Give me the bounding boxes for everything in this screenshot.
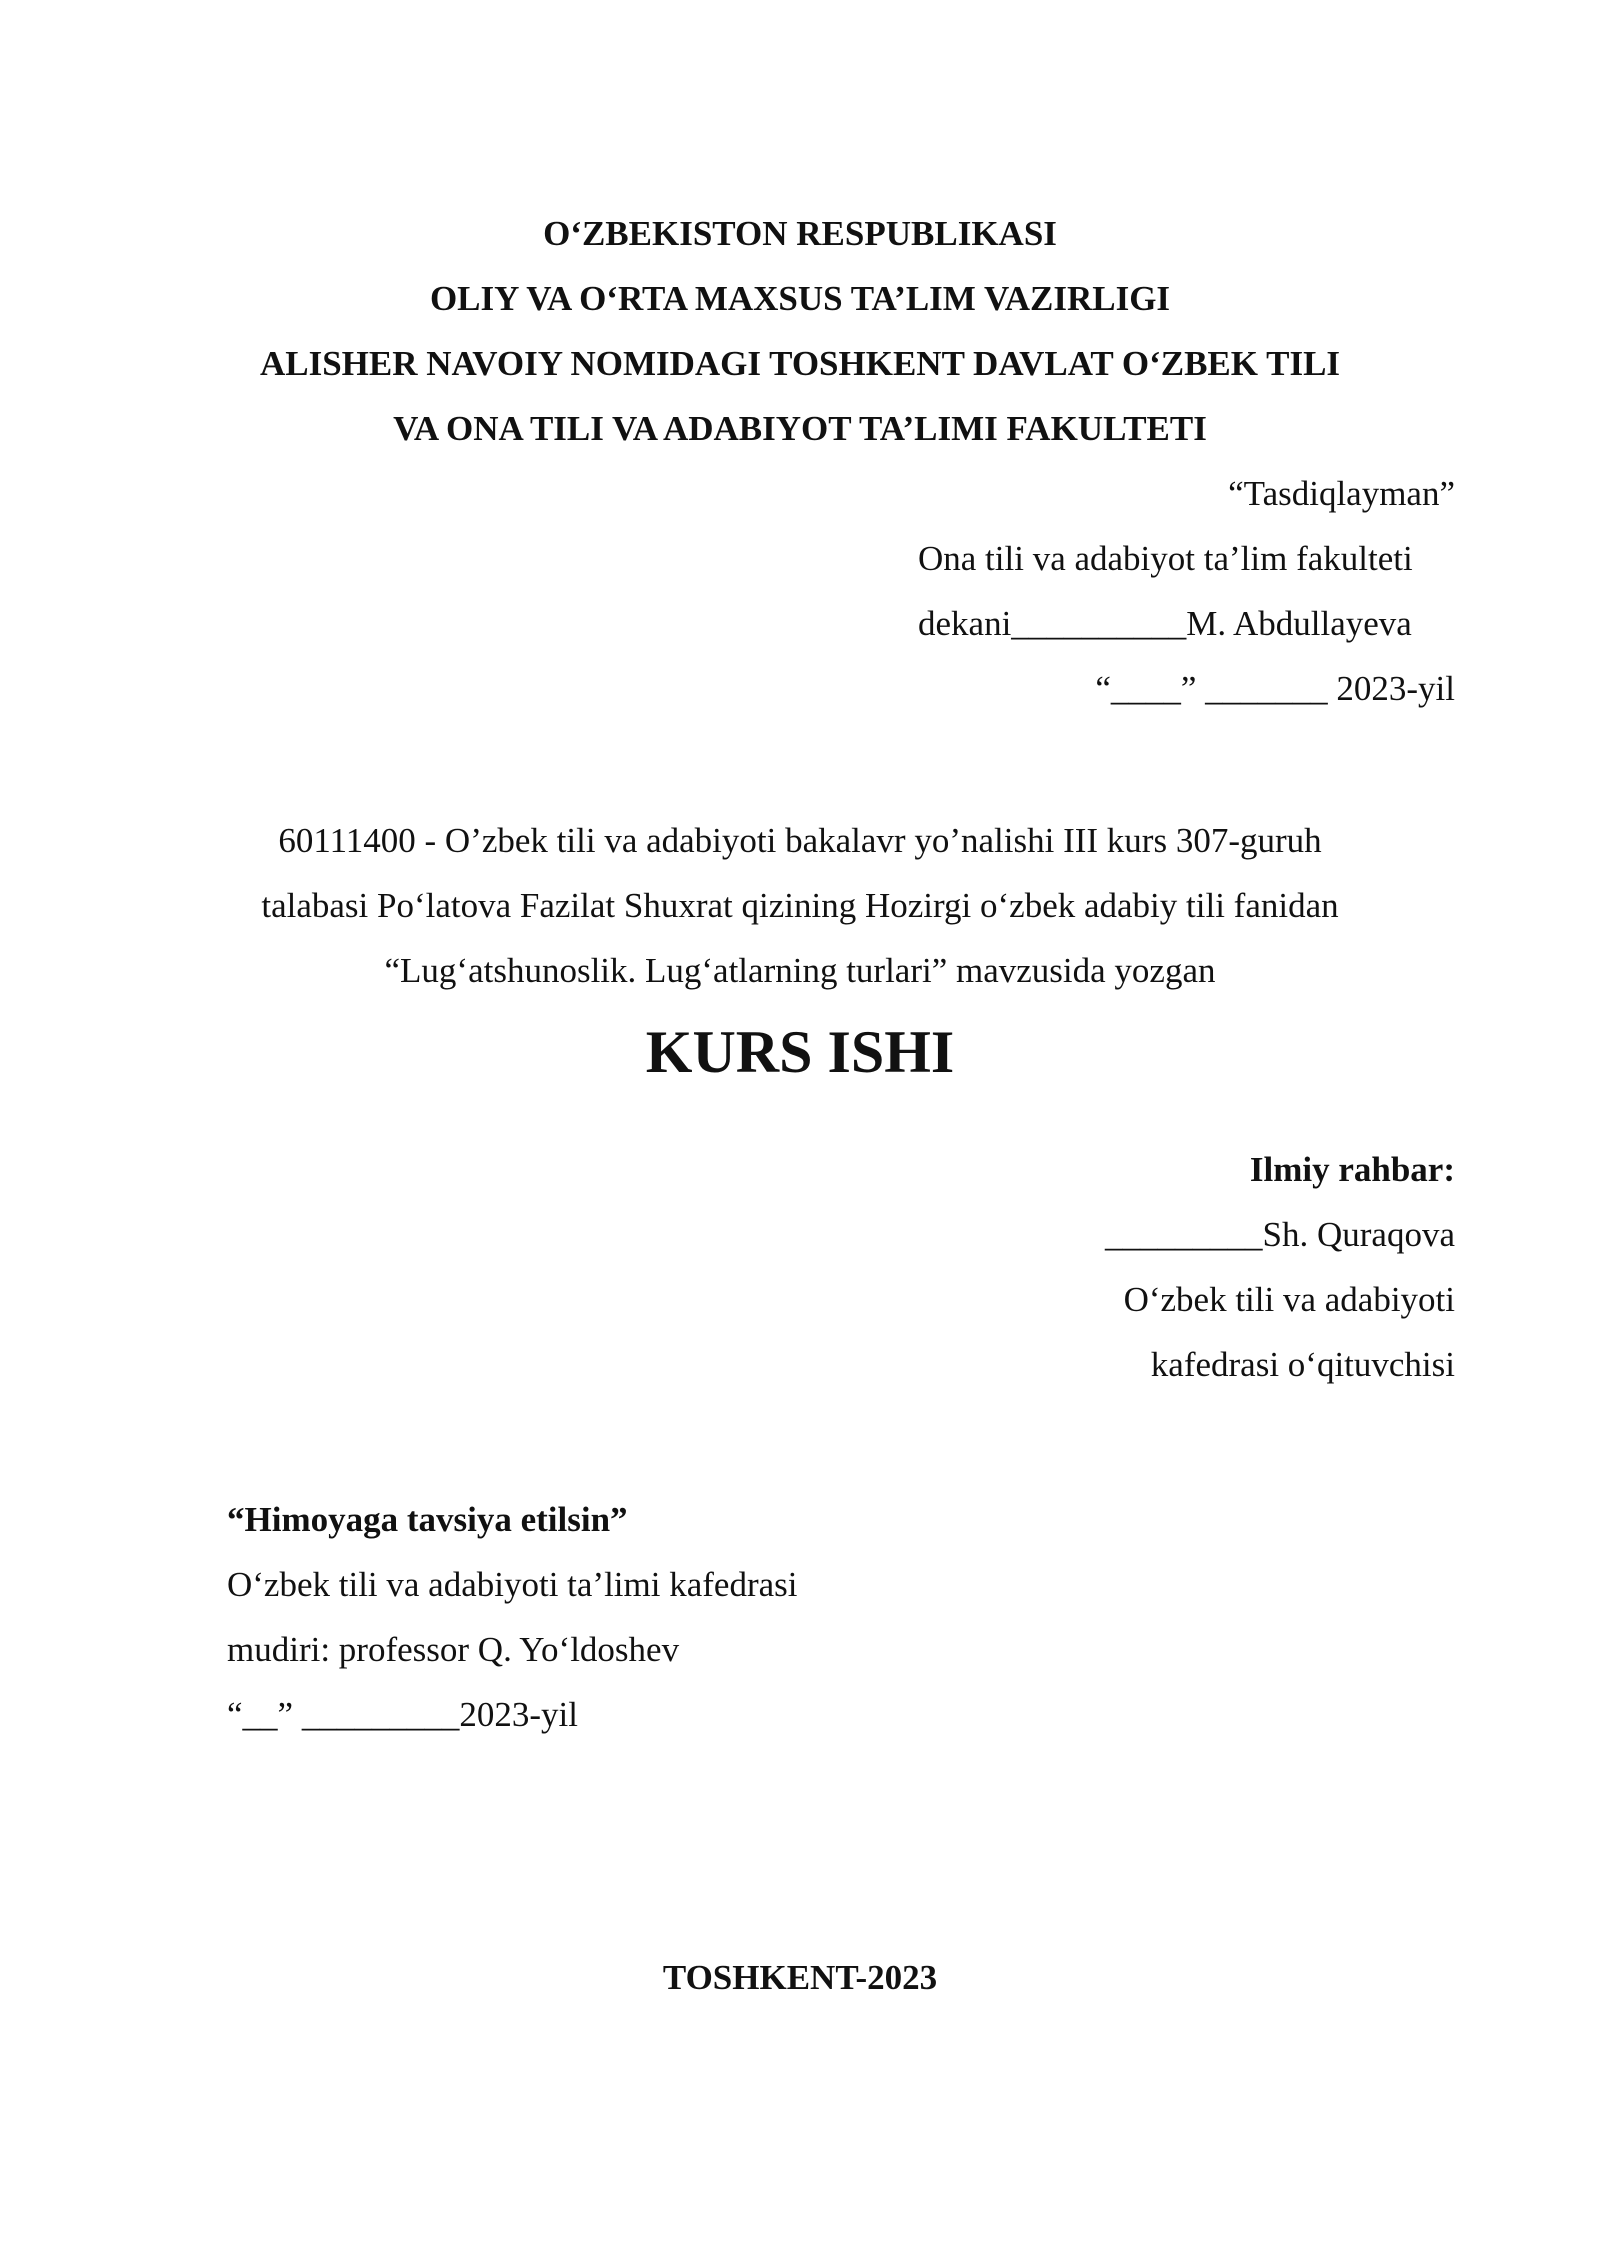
header-line-university: ALISHER NAVOIY NOMIDAGI TOSHKENT DAVLAT O‘ZBEK TILI [259, 344, 1341, 383]
description-line-1: 60111400 - O’zbek tili va adabiyoti bakalavr yo’nalishi III kurs 307-guruh [278, 821, 1322, 860]
approval-faculty: Ona tili va adabiyot ta’lim fakulteti [918, 539, 1413, 578]
recommendation-date: “__” _________2023-yil [227, 1695, 578, 1734]
supervisor-name: _________Sh. Quraqova [1105, 1215, 1455, 1254]
recommendation-title: “Himoyaga tavsiya etilsin” [227, 1500, 628, 1539]
header-line-faculty: VA ONA TILI VA ADABIYOT TA’LIMI FAKULTETI [393, 409, 1207, 448]
supervisor-role: kafedrasi o‘qituvchisi [1150, 1345, 1455, 1384]
approval-dean: dekani__________M. Abdullayeva [918, 604, 1412, 643]
recommendation-head: mudiri: professor Q. Yo‘ldoshev [227, 1630, 680, 1669]
footer-city-year: TOSHKENT-2023 [662, 1958, 938, 1997]
description-line-2: talabasi Po‘latova Fazilat Shuxrat qizining Hozirgi o‘zbek adabiy tili fanidan [261, 886, 1339, 925]
approval-date: “____” _______ 2023-yil [1095, 669, 1455, 708]
approval-title: “Tasdiqlayman” [1228, 474, 1455, 513]
main-title: KURS ISHI [645, 1019, 955, 1085]
header-line-ministry-country: O‘ZBEKISTON RESPUBLIKASI [543, 214, 1057, 253]
recommendation-dept: O‘zbek tili va adabiyoti ta’limi kafedrasi [227, 1565, 798, 1604]
supervisor-dept: O‘zbek tili va adabiyoti [1123, 1280, 1455, 1319]
description-line-3: “Lug‘atshunoslik. Lug‘atlarning turlari” mavzusida yozgan [384, 951, 1216, 990]
header-line-ministry: OLIY VA O‘RTA MAXSUS TA’LIM VAZIRLIGI [429, 279, 1171, 318]
supervisor-label: Ilmiy rahbar: [1249, 1150, 1455, 1189]
